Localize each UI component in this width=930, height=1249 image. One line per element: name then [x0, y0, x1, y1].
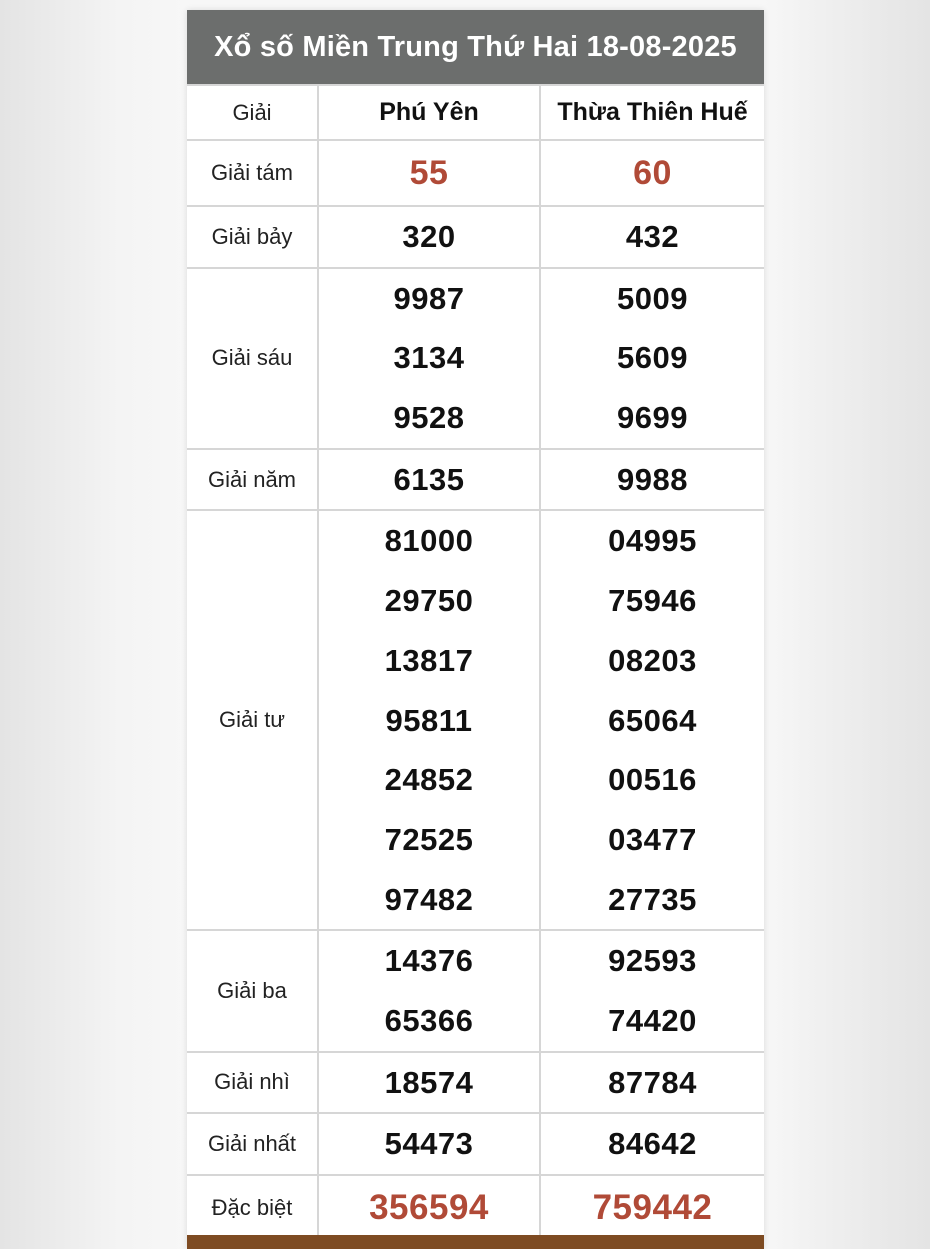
bottom-accent-bar: [187, 1235, 764, 1249]
prize-row-g4: [187, 510, 764, 930]
prize-row-g8: [187, 140, 764, 206]
phu-yen-cell: [318, 268, 540, 449]
prize-row-g5: [187, 449, 764, 511]
thua-thien-hue-cell: [540, 1175, 764, 1241]
winning-number: 75946: [608, 583, 697, 619]
prize-row-special: [187, 1175, 764, 1241]
winning-number: 08203: [608, 642, 697, 678]
winning-number: 9528: [393, 400, 465, 436]
thua-thien-hue-cell: [540, 449, 764, 511]
phu-yen-cell: [318, 449, 540, 511]
table-header-row: [187, 85, 764, 140]
thua-thien-hue-cell: [540, 268, 764, 449]
prize-label: Giải năm: [187, 449, 318, 511]
winning-number: 5009: [617, 280, 688, 316]
special-winning-number: 759442: [592, 1188, 713, 1227]
winning-number: 18574: [384, 1064, 474, 1100]
winning-number: 9988: [617, 461, 688, 497]
phu-yen-cell: [318, 1052, 540, 1114]
thua-thien-hue-cell: [540, 930, 764, 1051]
winning-number: 95811: [385, 702, 473, 738]
prize-label: Giải nhì: [187, 1052, 318, 1114]
results-table: [187, 84, 764, 1242]
winning-number: 9699: [617, 400, 688, 436]
prize-label: Giải sáu: [187, 268, 318, 449]
winning-number: 13817: [384, 642, 474, 678]
winning-number: 03477: [608, 821, 697, 857]
winning-number: 97482: [384, 881, 474, 917]
winning-number: 9987: [393, 280, 465, 316]
thua-thien-hue-cell: [540, 1113, 764, 1175]
prize-label: Giải nhất: [187, 1113, 318, 1175]
prize-row-g6: [187, 268, 764, 449]
prize-row-g1: [187, 1113, 764, 1175]
prize-label: Giải tư: [187, 510, 318, 930]
winning-number: 65366: [384, 1002, 474, 1038]
thua-thien-hue-cell: [540, 510, 764, 930]
thua-thien-hue-cell: [540, 1052, 764, 1114]
winning-number: 3134: [393, 340, 465, 376]
prize-label: Giải tám: [187, 140, 318, 206]
winning-number: 04995: [608, 523, 697, 559]
winning-number: 74420: [608, 1002, 697, 1038]
lottery-results-card: [187, 10, 764, 1249]
prize-row-g7: [187, 206, 764, 268]
prize-row-g3: [187, 930, 764, 1051]
phu-yen-cell: [318, 206, 540, 268]
winning-number: 60: [633, 154, 672, 192]
phu-yen-cell: [318, 1113, 540, 1175]
phu-yen-cell: [318, 1175, 540, 1241]
prize-label: Giải ba: [187, 930, 318, 1051]
winning-number: 87784: [608, 1064, 697, 1100]
thua-thien-hue-cell: [540, 206, 764, 268]
special-winning-number: 356594: [369, 1188, 489, 1227]
winning-number: 55: [409, 154, 449, 192]
thua-thien-hue-cell: [540, 140, 764, 206]
phu-yen-cell: [318, 140, 540, 206]
winning-number: 72525: [384, 821, 474, 857]
results-title: Xổ số Miền Trung Thứ Hai 18-08-2025: [187, 10, 764, 84]
winning-number: 65064: [608, 702, 697, 738]
winning-number: 6135: [393, 461, 465, 497]
phu-yen-cell: [318, 930, 540, 1051]
prize-column-header: Giải: [187, 85, 318, 140]
winning-number: 5609: [617, 340, 688, 376]
winning-number: 24852: [384, 762, 474, 798]
prize-label: Đặc biệt: [187, 1175, 318, 1241]
winning-number: 00516: [608, 762, 697, 798]
winning-number: 27735: [608, 881, 697, 917]
winning-number: 81000: [384, 523, 474, 559]
winning-number: 92593: [608, 943, 697, 979]
prize-row-g2: [187, 1052, 764, 1114]
phu-yen-cell: [318, 510, 540, 930]
winning-number: 54473: [384, 1126, 474, 1162]
winning-number: 320: [402, 219, 456, 254]
province-header-thua-thien-hue: Thừa Thiên Huế: [540, 85, 764, 140]
prize-label: Giải bảy: [187, 206, 318, 268]
winning-number: 29750: [384, 583, 474, 619]
province-header-phu-yen: Phú Yên: [318, 85, 540, 140]
winning-number: 432: [625, 219, 680, 254]
winning-number: 14376: [384, 943, 474, 979]
winning-number: 84642: [608, 1126, 697, 1162]
